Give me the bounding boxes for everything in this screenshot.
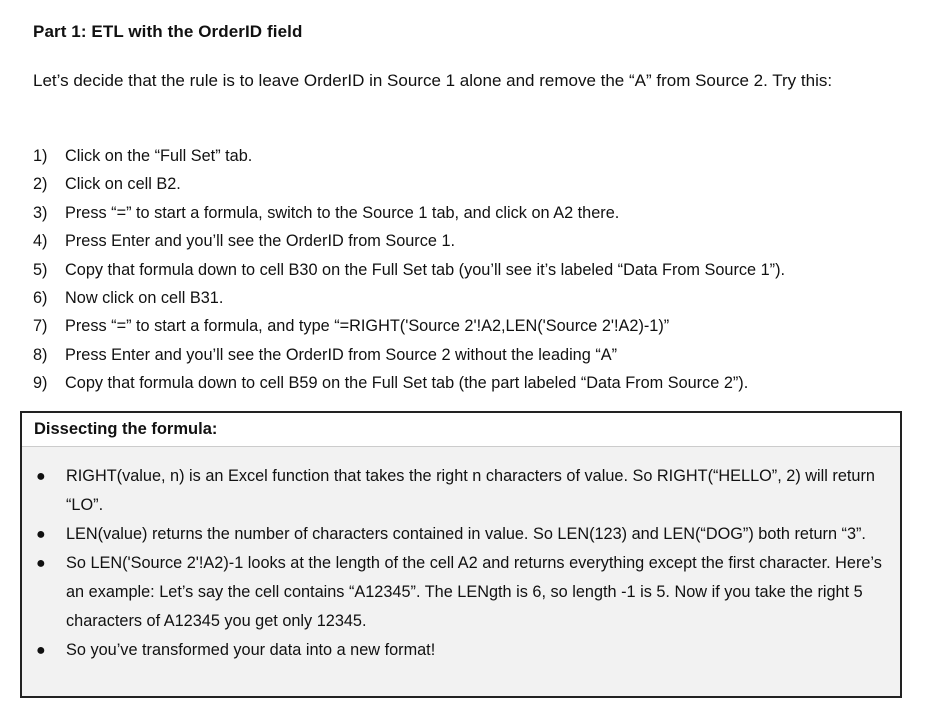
step-number: 3) — [33, 203, 48, 222]
bullet-list — [22, 462, 896, 665]
step-number: 6) — [33, 288, 48, 307]
step-text: Press “=” to start a formula, and type “=RIGHT('Source 2'!A2,LEN('Source 2'!A2)-1)” — [65, 317, 670, 336]
bullet-item — [22, 549, 896, 636]
box-title: Dissecting the formula: — [22, 413, 900, 447]
bullet-icon: ● — [36, 468, 46, 485]
steps-list — [33, 142, 785, 398]
section-heading: Part 1: ETL with the OrderID field — [33, 22, 303, 41]
step-text: Click on cell B2. — [65, 175, 181, 194]
step-text: Copy that formula down to cell B59 on the Full Set tab (the part labeled “Data From Source 2”). — [65, 374, 749, 393]
bullet-text: LEN(value) returns the number of characters contained in value. So LEN(123) and LEN(“DOG”) both return “3”. — [66, 525, 866, 543]
bullet-text: RIGHT(value, n) is an Excel function that takes the right n characters of value. So RIGHT(“HELLO”, 2) will return “LO”. — [66, 467, 875, 514]
step-number: 7) — [33, 317, 48, 336]
formula-explanation-box — [20, 411, 902, 698]
intro-paragraph: Let’s decide that the rule is to leave OrderID in Source 1 alone and remove the “A” from Source 2. Try this: — [33, 71, 833, 90]
step-number: 2) — [33, 175, 48, 194]
bullet-item — [22, 462, 896, 520]
step-text: Press Enter and you’ll see the OrderID from Source 2 without the leading “A” — [65, 345, 618, 364]
step-text: Press “=” to start a formula, switch to the Source 1 tab, and click on A2 there. — [65, 203, 620, 222]
step-text: Click on the “Full Set” tab. — [65, 147, 253, 165]
step-item — [33, 284, 785, 312]
step-item — [33, 227, 785, 255]
step-item — [33, 312, 785, 340]
step-number: 8) — [33, 345, 48, 364]
step-item — [33, 341, 785, 369]
bullet-icon: ● — [36, 526, 46, 543]
step-item — [33, 369, 785, 397]
step-number: 9) — [33, 374, 48, 393]
bullet-icon: ● — [36, 555, 46, 572]
step-item — [33, 199, 785, 227]
step-number: 5) — [33, 260, 48, 279]
step-item — [33, 256, 785, 284]
step-item — [33, 170, 785, 198]
step-text: Copy that formula down to cell B30 on the Full Set tab (you’ll see it’s labeled “Data From Source 1”). — [65, 260, 786, 279]
bullet-icon: ● — [36, 642, 46, 659]
bullet-item — [22, 520, 896, 549]
bullet-text: So you’ve transformed your data into a new format! — [66, 641, 436, 659]
step-text: Now click on cell B31. — [65, 288, 224, 307]
bullet-text: So LEN('Source 2'!A2)-1 looks at the length of the cell A2 and returns everything except the first character. Here’s an example: Let’s say the cell contains “A12345”. The LENgth is 6, so length -1 is 5. Now if you take the right 5 characters of A12345 you get only 12345. — [66, 554, 882, 630]
step-item — [33, 142, 785, 170]
step-number: 4) — [33, 232, 48, 251]
step-number: 1) — [33, 147, 48, 165]
step-text: Press Enter and you’ll see the OrderID from Source 1. — [65, 232, 456, 251]
bullet-item — [22, 636, 896, 665]
